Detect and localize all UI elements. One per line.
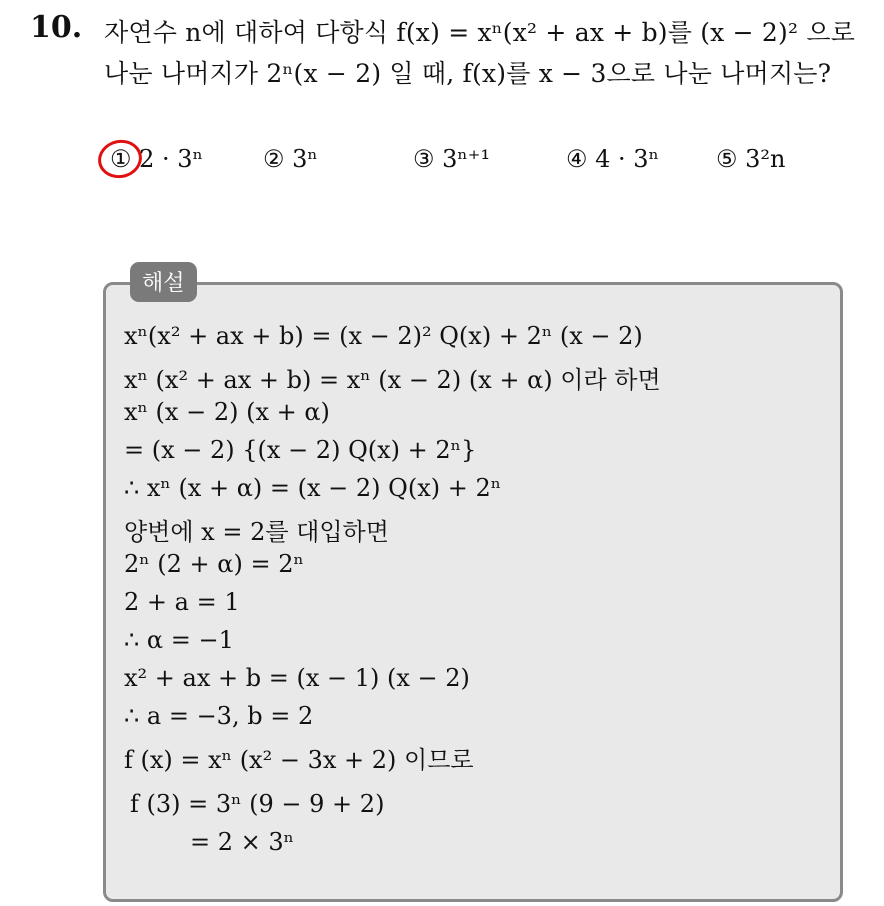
- choice-5[interactable]: ⑤ 3²n: [716, 145, 786, 173]
- solution-tag: 해설: [130, 262, 197, 302]
- choice-2[interactable]: ② 3ⁿ: [263, 145, 318, 173]
- solution-step-7: 2ⁿ (2 + α) = 2ⁿ: [124, 550, 304, 578]
- solution-step-9: ∴ α = −1: [124, 626, 234, 654]
- solution-step-6: 양변에 x = 2를 대입하면: [124, 518, 389, 546]
- question-text-line-1: 자연수 n에 대하여 다항식 f(x) = xⁿ(x² + ax + b)를 (x − 2)² 으로: [104, 18, 856, 47]
- solution-step-3: xⁿ (x − 2) (x + α): [124, 398, 330, 426]
- choice-4[interactable]: ④ 4 · 3ⁿ: [566, 145, 659, 173]
- solution-step-10: x² + ax + b = (x − 1) (x − 2): [124, 664, 470, 692]
- choice-1[interactable]: ① 2 · 3ⁿ: [110, 145, 203, 173]
- choice-3[interactable]: ③ 3ⁿ⁺¹: [413, 145, 491, 173]
- solution-step-5: ∴ xⁿ (x + α) = (x − 2) Q(x) + 2ⁿ: [124, 474, 502, 502]
- solution-step-14: = 2 × 3ⁿ: [190, 828, 295, 856]
- solution-step-4: = (x − 2) {(x − 2) Q(x) + 2ⁿ}: [124, 436, 477, 464]
- solution-step-2: xⁿ (x² + ax + b) = xⁿ (x − 2) (x + α) 이라 하면: [124, 366, 661, 394]
- solution-step-8: 2 + a = 1: [124, 588, 240, 616]
- solution-step-13: f (3) = 3ⁿ (9 − 9 + 2): [130, 790, 385, 818]
- solution-step-1: xⁿ(x² + ax + b) = (x − 2)² Q(x) + 2ⁿ (x − 2): [124, 322, 643, 350]
- solution-step-12: f (x) = xⁿ (x² − 3x + 2) 이므로: [124, 746, 474, 774]
- solution-step-11: ∴ a = −3, b = 2: [124, 702, 314, 730]
- question-number: 10.: [30, 10, 83, 45]
- question-text-line-2: 나눈 나머지가 2ⁿ(x − 2) 일 때, f(x)를 x − 3으로 나눈 나머지는?: [104, 59, 832, 88]
